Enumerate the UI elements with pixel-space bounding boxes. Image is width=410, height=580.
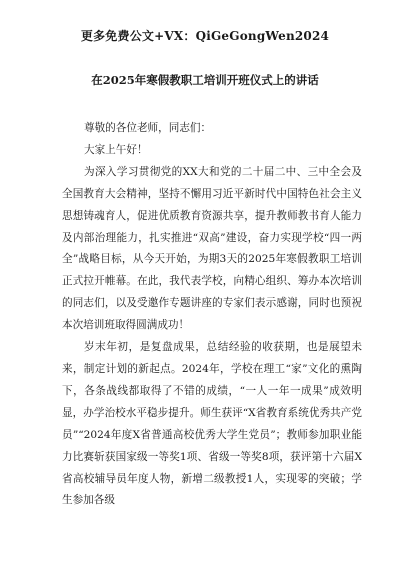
greeting: 大家上午好！ (84, 143, 148, 156)
document-title: 在2025年寒假教职工培训开班仪式上的讲话 (91, 73, 319, 87)
paragraph: 为深入学习贯彻党的XX大和党的二十届二中、三中全会及全国教育大会精神，坚持不懈用习近平新时代中国特色社会主义思想铸魂育人，促进优质教育资源共享，提升教师教书育人能力及内部治理能力，扎实推进“双高”建设，奋力实现学校“四一两全”战略目标，从今天开始，为期3天的2025年寒假教职工培训正式拉开帷幕。在此，我代表学校，向精心组织、筹办本次培训的同志们，以及受邀作专题讲座的专家们表示感谢，同时也预祝本次培训班取得圆满成功！ (62, 165, 362, 332)
promo-header: 更多免费公文+VX：QiGeGongWen2024 (80, 29, 330, 43)
salutation: 尊敬的各位老师，同志们： (84, 122, 212, 134)
paragraph: 岁末年初，是复盘成果，总结经验的收获期，也是展望未来，制定计划的新起点。2024年，学校在理工“家”文化的熏陶下，各条战线都取得了不错的成绩，“一人一年一成果”成效明显，办学治校水平稳步提升。师生获评“X省教育系统优秀共产党员”“2024年度X省普通高校优秀大学生党员”；教师参加职业能力比赛斩获国家级一等奖1项、省级一等奖8项，获评第十六届X省高校辅导员年度人物，新增二级教授1人，实现零的突破；学生参加各级 (62, 341, 362, 507)
document-body (62, 118, 362, 512)
